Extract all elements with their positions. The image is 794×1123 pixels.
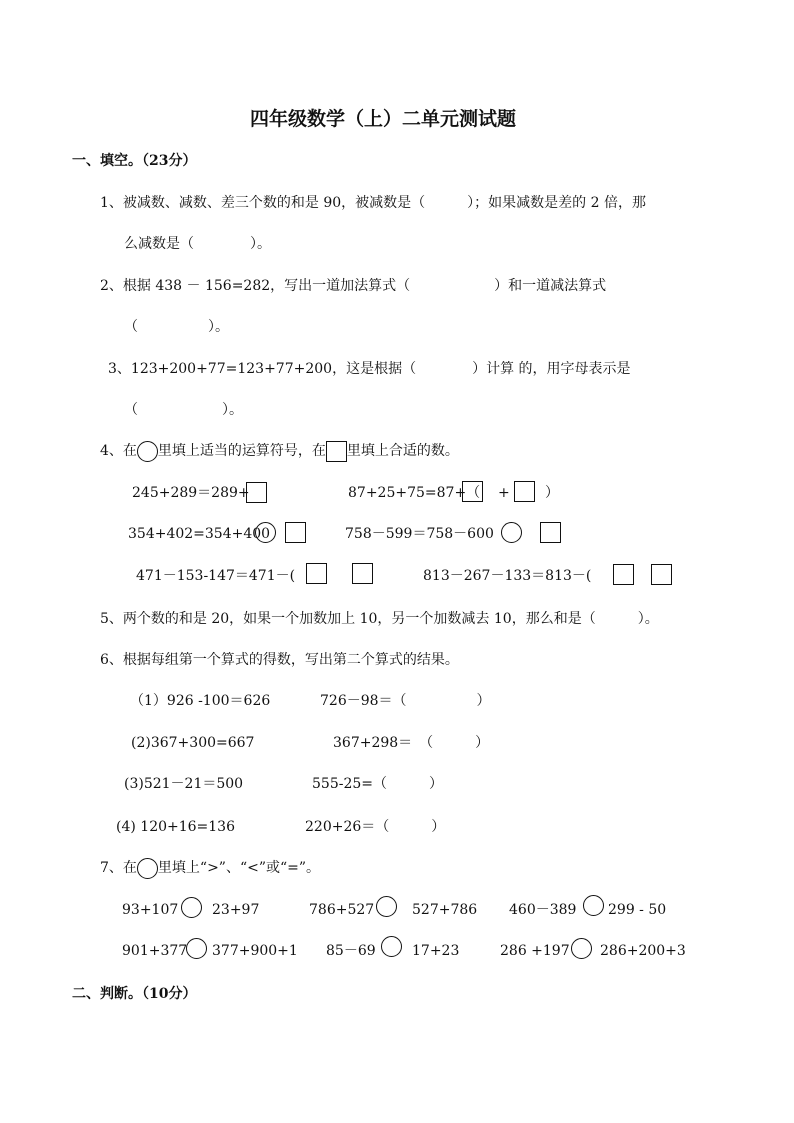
comparison-right: 17+23	[412, 943, 460, 959]
question-6-row-3-given: (3)521－21＝500	[124, 776, 244, 792]
answer-square[interactable]	[514, 481, 535, 502]
section-heading-judge: 二、判断。（10分）	[72, 986, 197, 1002]
question-4-row-1-right-a: 87+25+75=87+（	[348, 485, 481, 501]
question-4-prompt-b: 里填上适当的运算符号，在	[157, 443, 326, 459]
question-4-row-3-right: 813－267－133＝813－(	[423, 568, 592, 584]
comparison-circle[interactable]	[186, 938, 207, 959]
question-2-line-1: 2、根据 438 － 156=282，写出一道加法算式（ ）和一道减法算式	[100, 278, 607, 294]
question-4-prompt-c: 里填上合适的数。	[346, 443, 459, 459]
question-6-row-2-answer: 367+298＝ （ ）	[333, 735, 490, 751]
comparison-circle[interactable]	[376, 896, 397, 917]
answer-square[interactable]	[306, 563, 327, 584]
square-blank-icon	[326, 441, 347, 462]
answer-circle[interactable]	[501, 522, 522, 543]
question-6-row-3-answer: 555-25=（ ）	[312, 776, 443, 792]
answer-square[interactable]	[462, 481, 483, 502]
comparison-left: 786+527	[309, 902, 375, 918]
comparison-circle[interactable]	[583, 895, 604, 916]
answer-square[interactable]	[352, 563, 373, 584]
comparison-right: 23+97	[212, 902, 260, 918]
answer-square[interactable]	[540, 522, 561, 543]
question-6-row-1-given: （1）926 -100＝626	[130, 693, 271, 709]
comparison-left: 93+107	[122, 902, 179, 918]
comparison-left: 460－389	[509, 902, 577, 918]
question-3-line-2: （ ）。	[124, 402, 243, 418]
answer-square[interactable]	[246, 482, 267, 503]
section-heading-fill-blanks: 一、填空。（23分）	[72, 153, 197, 169]
question-3-line-1: 3、123+200+77=123+77+200，这是根据（ ）计算 的，用字母表示是	[108, 361, 631, 377]
question-7-prompt-a: 7、在	[100, 860, 137, 876]
question-1-line-2: 么减数是（ ）。	[124, 236, 271, 252]
question-4-row-3-left: 471－153-147＝471－(	[136, 568, 296, 584]
question-6-row-2-given: (2)367+300=667	[131, 735, 255, 751]
comparison-right: 527+786	[412, 902, 478, 918]
comparison-right: 286+200+3	[600, 943, 686, 959]
question-6-row-4-answer: 220+26＝（ ）	[305, 819, 446, 835]
answer-circle[interactable]	[255, 522, 276, 543]
question-4-prompt	[100, 440, 459, 462]
answer-square[interactable]	[285, 522, 306, 543]
question-4-row-1-left: 245+289＝289+	[132, 485, 250, 501]
comparison-right: 299 - 50	[608, 902, 667, 918]
answer-square[interactable]	[613, 564, 634, 585]
question-5: 5、两个数的和是 20，如果一个加数加上 10，另一个加数减去 10，那么和是（ ）。	[100, 611, 659, 627]
question-7-prompt	[100, 857, 320, 879]
comparison-circle[interactable]	[181, 897, 202, 918]
question-4-row-2-left: 354+402=354+400	[128, 526, 271, 542]
question-2-line-2: （ ）。	[124, 319, 229, 335]
question-4-row-2-right: 758－599＝758－600	[345, 526, 494, 542]
answer-square[interactable]	[651, 564, 672, 585]
comparison-left: 85－69	[326, 943, 376, 959]
page-title: 四年级数学（上）二单元测试题	[250, 108, 517, 130]
comparison-circle[interactable]	[381, 936, 402, 957]
question-7-prompt-b: 里填上“>”、“<”或“=”。	[157, 860, 321, 876]
comparison-right: 377+900+1	[212, 943, 298, 959]
question-4-prompt-a: 4、在	[100, 443, 137, 459]
question-6-prompt: 6、根据每组第一个算式的得数，写出第二个算式的结果。	[100, 652, 459, 668]
comparison-circle[interactable]	[571, 938, 592, 959]
question-4-row-1-right-c: ）	[545, 485, 559, 501]
question-6-row-4-given: (4) 120+16=136	[116, 819, 235, 835]
circle-blank-icon	[137, 858, 158, 879]
comparison-left: 286 +197	[500, 943, 570, 959]
question-4-row-1-right-b: +	[498, 485, 510, 501]
question-6-row-1-answer: 726－98＝（ ）	[320, 693, 491, 709]
comparison-left: 901+377	[122, 943, 188, 959]
circle-blank-icon	[137, 441, 158, 462]
question-1-line-1: 1、被减数、减数、差三个数的和是 90，被减数是（ ）；如果减数是差的 2 倍，那	[100, 195, 646, 211]
